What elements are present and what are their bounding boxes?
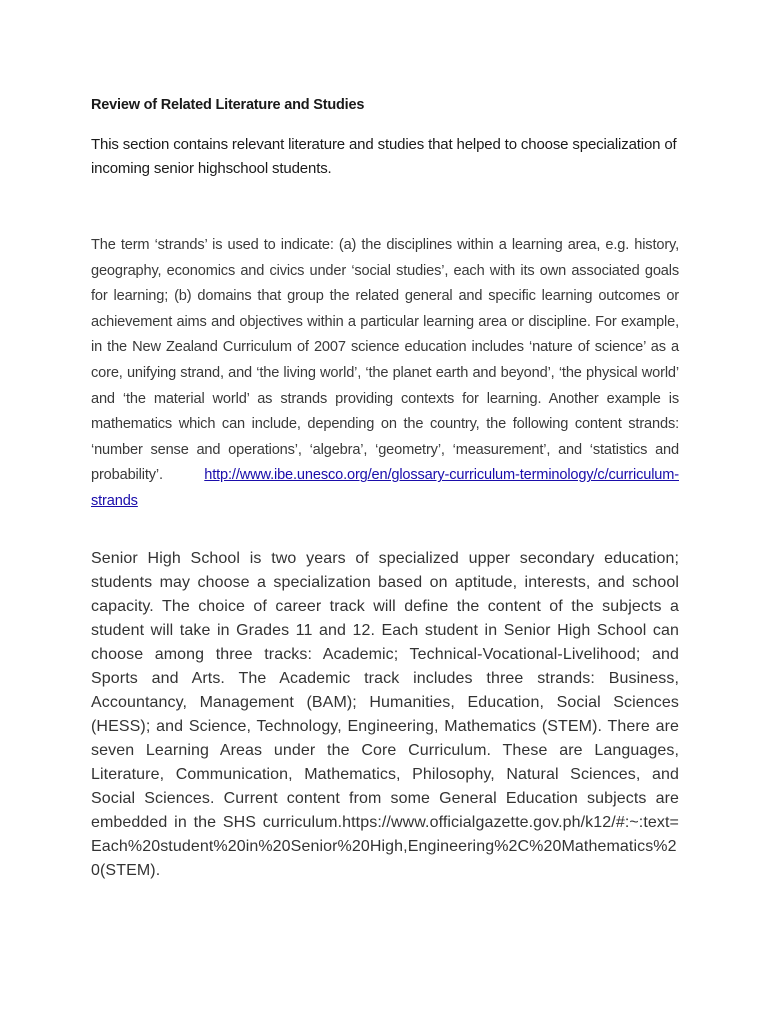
gazette-url: https://www.officialgazette.gov.ph/k12/#:~:text=Each%20student%20in%20Senior%20High,Engineering%2C%20Mathematics%20(STEM). [91,814,679,879]
strands-paragraph [91,233,679,515]
strands-text: The term ‘strands’ is used to indicate: (a) the disciplines within a learning area, e.g. history, geography, economics and civics under ‘social studies’, each with its own associated goals for learning; (b) domains that group the related general and specific learning outcomes or achievement aims and objectives within a particular learning area or discipline. For example, in the New Zealand Curriculum of 2007 science education includes ‘nature of science’ as a core, unifying strand, and ‘the living world’, ‘the planet earth and beyond’, ‘the physical world’ and ‘the material world’ as strands providing contexts for learning. Another example is mathematics which can include, depending on the country, the following content strands: ‘number sense and operations’, ‘algebra’, ‘geometry’, ‘measurement’, and ‘statistics and probability’. [91,237,679,484]
unesco-link[interactable]: http://www.ibe.unesco.org/en/glossary-curriculum-terminology/c/curriculum-strands [91,467,679,509]
intro-paragraph: This section contains relevant literature and studies that helped to choose specialization of incoming senior highschool students. [91,136,677,177]
document-page [91,0,679,1024]
shs-text: Senior High School is two years of specialized upper secondary education; students may choose a specialization based on aptitude, interests, and school capacity. The choice of career track will define the content of the subjects a student will take in Grades 11 and 12. Each student in Senior High School can choose among three tracks: Academic; Technical-Vocational-Livelihood; and Sports and Arts. The Academic track includes three strands: Business, Accountancy, Management (BAM); Humanities, Education, Social Sciences (HESS); and Science, Technology, Engineering, Mathematics (STEM). There are seven Learning Areas under the Core Curriculum. These are Languages, Literature, Communication, Mathematics, Philosophy, Natural Sciences, and Social Sciences. Current content from some General Education subjects are embedded in the SHS curriculum. [91,550,679,831]
shs-paragraph [91,547,679,883]
section-heading: Review of Related Literature and Studies [91,97,365,113]
